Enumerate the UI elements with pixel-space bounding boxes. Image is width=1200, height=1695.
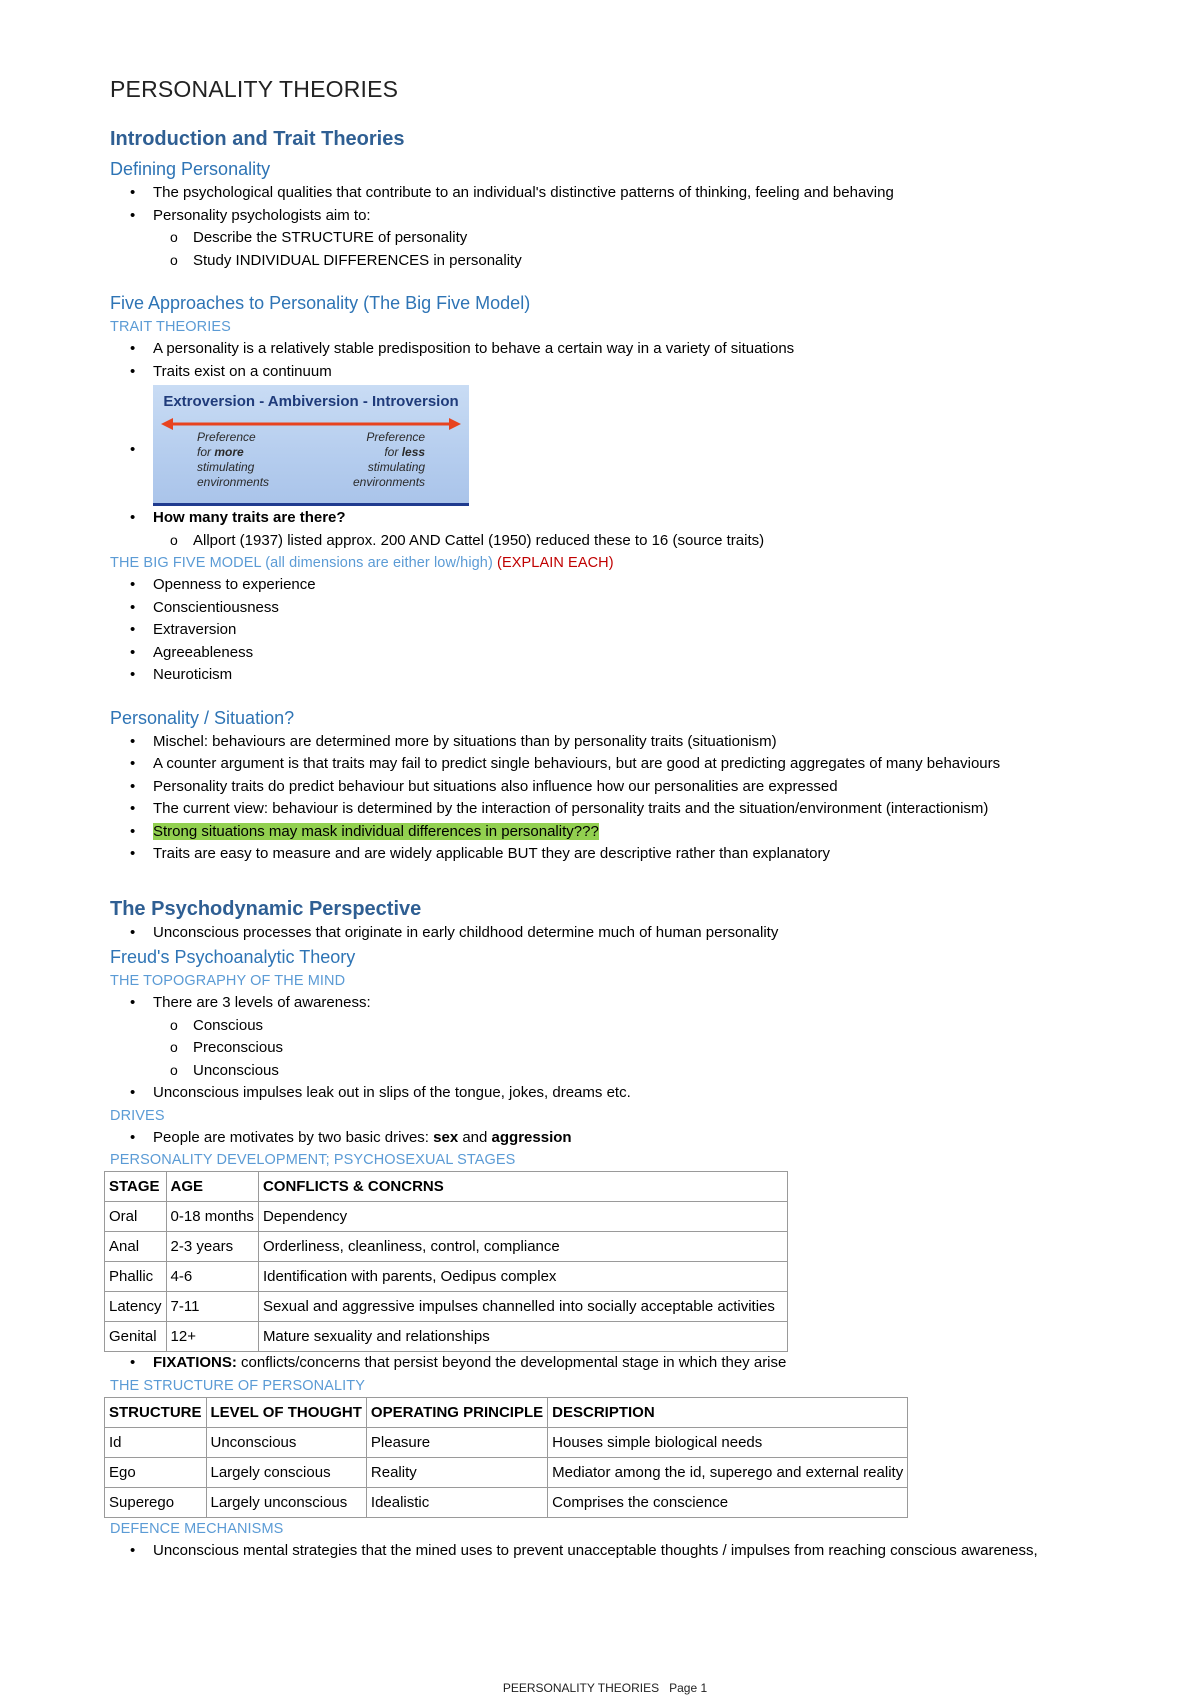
table-cell: Unconscious: [206, 1427, 366, 1457]
list-item: [110, 507, 1170, 552]
heading-psychodynamic: The Psychodynamic Perspective: [110, 897, 422, 920]
table-header-cell: STAGE: [105, 1172, 167, 1202]
list-item-text: and: [458, 1128, 492, 1146]
trait-list: [110, 338, 1170, 552]
list-item: [110, 1127, 1170, 1150]
table-cell: Mature sexuality and relationships: [258, 1322, 787, 1352]
table-cell: Ego: [105, 1457, 207, 1487]
table-row: [105, 1292, 788, 1322]
sublist: [153, 530, 1170, 553]
heading-freud: Freud's Psychoanalytic Theory: [110, 947, 356, 967]
caption-text: for: [384, 445, 402, 459]
list-item: • Conscientiousness: [110, 597, 1170, 620]
caption-line: Preference: [366, 430, 426, 444]
table-cell: Houses simple biological needs: [548, 1427, 908, 1457]
footer-page-number: Page 1: [669, 1681, 708, 1695]
table-header-cell: LEVEL OF THOUGHT: [206, 1397, 366, 1427]
sublist: [153, 1015, 1170, 1083]
table-header-row: [105, 1172, 788, 1202]
caption-line: environments: [353, 475, 426, 489]
list-item: • Neuroticism: [110, 664, 1170, 687]
bold-term: sex: [433, 1128, 459, 1146]
table-cell: Dependency: [258, 1202, 787, 1232]
table-header-cell: OPERATING PRINCIPLE: [366, 1397, 547, 1427]
caption-line: [197, 445, 269, 460]
figure-title: • Extroversion - Ambiversion - Introversion: [163, 393, 459, 410]
table-cell: Anal: [105, 1232, 167, 1262]
table-cell: Oral: [105, 1202, 167, 1232]
caption-line: environments: [197, 475, 270, 489]
bold-term: FIXATIONS:: [153, 1354, 237, 1371]
topography-list: [110, 992, 1170, 1105]
heading-intro: Introduction and Trait Theories: [110, 128, 405, 150]
heading-five-approaches: Five Approaches to Personality (The Big Five Model): [110, 293, 531, 313]
drives-list: [110, 1127, 1170, 1150]
list-item: [110, 205, 1170, 273]
table-cell: Orderliness, cleanliness, control, compliance: [258, 1232, 787, 1262]
sublist: [153, 227, 1170, 272]
list-item: • Traits are easy to measure and are widely applicable BUT they are descriptive rather than explanatory: [110, 843, 1170, 866]
list-item: • Openness to experience: [110, 574, 1170, 597]
table-header-cell: AGE: [166, 1172, 258, 1202]
table-row: [105, 1232, 788, 1262]
caption-line: stimulating: [197, 460, 255, 474]
table-row: [105, 1262, 788, 1292]
psychodynamic-list: [110, 922, 1170, 945]
table-header-cell: CONFLICTS & CONCRNS: [258, 1172, 787, 1202]
table-row: [105, 1202, 788, 1232]
explain-note: (EXPLAIN EACH): [497, 555, 614, 571]
caption-line: stimulating: [367, 460, 426, 474]
big-five-list: [110, 574, 1170, 687]
list-item-text: Personality psychologists aim to:: [153, 206, 371, 224]
list-item: • Agreeableness: [110, 642, 1170, 665]
structure-table: [104, 1397, 908, 1518]
list-item: [110, 821, 1170, 844]
caption-line: [353, 445, 425, 460]
table-cell: 0-18 months: [166, 1202, 258, 1232]
list-item-text: conflicts/concerns that persist beyond the developmental stage in which they arise: [236, 1354, 787, 1371]
continuum-figure: [153, 385, 469, 506]
defining-list: [110, 182, 1170, 272]
table-cell: Pleasure: [366, 1427, 547, 1457]
sublist-item: o Study INDIVIDUAL DIFFERENCES in personality: [110, 250, 1170, 273]
table-row: [105, 1487, 908, 1517]
caption-line: Preference: [197, 430, 256, 444]
table-cell: Reality: [366, 1457, 547, 1487]
table-cell: 7-11: [166, 1292, 258, 1322]
list-item: • Unconscious impulses leak out in slips of the tongue, jokes, dreams etc.: [110, 1082, 1170, 1105]
table-cell: Largely unconscious: [206, 1487, 366, 1517]
label-big-five: [110, 552, 1170, 574]
psychosexual-stages-table: [104, 1171, 788, 1352]
label-defence-mechanisms: DEFENCE MECHANISMS: [110, 1520, 284, 1537]
label-drives: DRIVES: [110, 1107, 165, 1124]
question-text: How many traits are there?: [153, 509, 346, 526]
list-item: • Unconscious processes that originate in early childhood determine much of human personality: [110, 922, 1170, 945]
list-item-figure: [110, 383, 1170, 507]
list-item-text: There are 3 levels of awareness:: [153, 994, 371, 1011]
situation-list: [110, 731, 1170, 866]
page-footer: [0, 1681, 1200, 1695]
sublist-item: o Conscious: [110, 1015, 1170, 1038]
caption-bold: more: [214, 445, 244, 459]
list-item: • The psychological qualities that contribute to an individual's distinctive patterns of thinking, feeling and behaving: [110, 182, 1170, 205]
list-item: • Unconscious mental strategies that the mined uses to prevent unacceptable thoughts / impulses from reaching conscious awareness,: [110, 1540, 1170, 1563]
list-item: • Personality traits do predict behaviour but situations also influence how our personalities are expressed: [110, 776, 1170, 799]
heading-defining-personality: Defining Personality: [110, 159, 271, 179]
list-item: • A counter argument is that traits may fail to predict single behaviours, but are good at predicting aggregates of many behaviours: [110, 753, 1170, 776]
caption-text: for: [197, 445, 215, 459]
page-title: PERSONALITY THEORIES: [110, 76, 399, 102]
list-item-text: People are motivates by two basic drives:: [153, 1128, 434, 1146]
label-trait-theories: TRAIT THEORIES: [110, 319, 231, 335]
table-header-cell: STRUCTURE: [105, 1397, 207, 1427]
bold-term: aggression: [491, 1128, 572, 1146]
table-header-row: [105, 1397, 908, 1427]
fixations-list: [110, 1352, 1170, 1375]
table-cell: Sexual and aggressive impulses channelled into socially acceptable activities: [258, 1292, 787, 1322]
sublist-item: o Allport (1937) listed approx. 200 AND Cattel (1950) reduced these to 16 (source traits): [110, 530, 1170, 553]
label-topography: THE TOPOGRAPHY OF THE MIND: [110, 973, 346, 989]
table-cell: Largely conscious: [206, 1457, 366, 1487]
table-header-cell: DESCRIPTION: [548, 1397, 908, 1427]
table-cell: Identification with parents, Oedipus complex: [258, 1262, 787, 1292]
table-cell: Superego: [105, 1487, 207, 1517]
list-item: [110, 1352, 1170, 1375]
table-cell: 12+: [166, 1322, 258, 1352]
table-cell: 2-3 years: [166, 1232, 258, 1262]
label-text: THE BIG FIVE MODEL (all dimensions are either low/high): [110, 555, 493, 571]
table-cell: Idealistic: [366, 1487, 547, 1517]
table-cell: Phallic: [105, 1262, 167, 1292]
table-cell: Comprises the conscience: [548, 1487, 908, 1517]
figure-left-caption: [197, 430, 269, 490]
caption-bold: less: [401, 445, 426, 459]
table-cell: Mediator among the id, superego and external reality: [548, 1457, 908, 1487]
defence-list: [110, 1540, 1170, 1563]
list-item: • Mischel: behaviours are determined more by situations than by personality traits (situationism): [110, 731, 1170, 754]
figure-right-caption: [353, 430, 425, 490]
heading-personality-situation: Personality / Situation?: [110, 707, 295, 728]
label-development: PERSONALITY DEVELOPMENT; PSYCHOSEXUAL STAGES: [110, 1152, 516, 1168]
highlighted-text: Strong situations may mask individual differences in personality???: [153, 822, 599, 840]
table-row: [105, 1457, 908, 1487]
list-item: • A personality is a relatively stable predisposition to behave a certain way in a variety of situations: [110, 338, 1170, 361]
sublist-item: o Unconscious: [110, 1060, 1170, 1083]
footer-title: PEERSONALITY THEORIES: [502, 1681, 660, 1695]
label-structure: THE STRUCTURE OF PERSONALITY: [110, 1377, 365, 1394]
list-item: [110, 992, 1170, 1082]
table-cell: Genital: [105, 1322, 167, 1352]
double-arrow-icon: [161, 418, 461, 430]
table-cell: 4-6: [166, 1262, 258, 1292]
list-item: • Traits exist on a continuum: [110, 361, 1170, 384]
table-cell: Latency: [105, 1292, 167, 1322]
document-body: [110, 126, 1170, 1562]
list-item: • Extraversion: [110, 619, 1170, 642]
sublist-item: o Describe the STRUCTURE of personality: [110, 227, 1170, 250]
table-row: [105, 1427, 908, 1457]
sublist-item: o Preconscious: [110, 1037, 1170, 1060]
table-row: [105, 1322, 788, 1352]
list-item: • The current view: behaviour is determined by the interaction of personality traits and the situation/environment (interactionism): [110, 798, 1170, 821]
table-cell: Id: [105, 1427, 207, 1457]
